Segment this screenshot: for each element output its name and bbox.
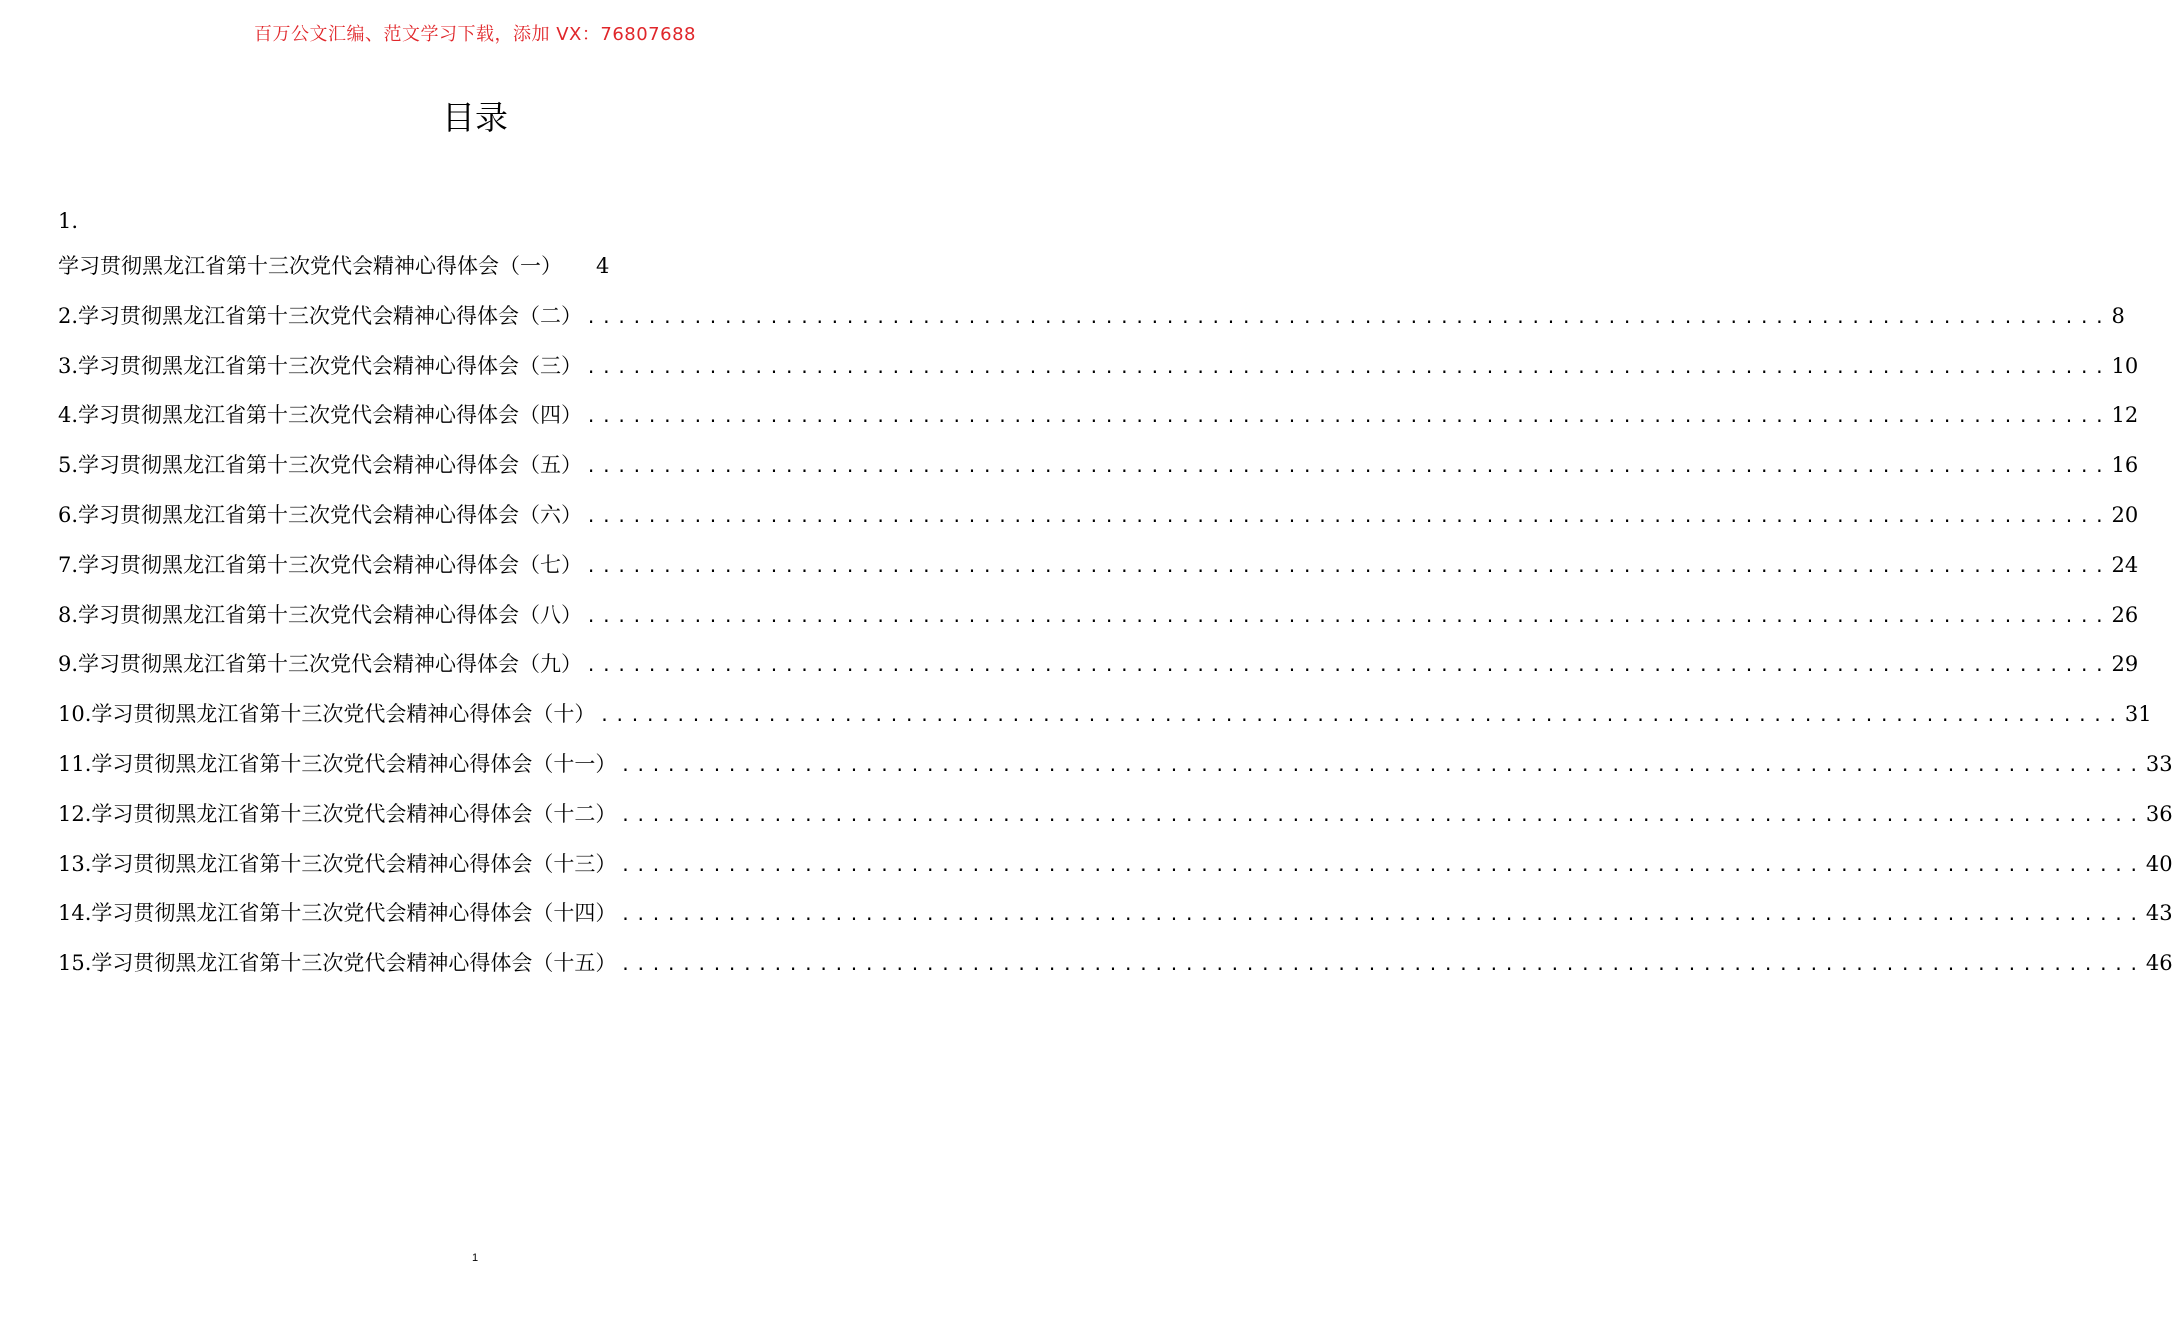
- toc-entry-number: 15.: [58, 951, 92, 976]
- toc-entry[interactable]: [58, 491, 2139, 541]
- toc-entry-number: 6.: [58, 502, 79, 527]
- toc-entry[interactable]: [58, 939, 2173, 989]
- toc-entry[interactable]: [58, 342, 2139, 392]
- toc-dot-leader: ....................................................................................................: [599, 706, 2123, 727]
- toc-entry-title: 学习贯彻黑龙江省第十三次党代会精神心得体会（十四）: [91, 901, 617, 926]
- toc-entry-page: 33: [2145, 751, 2173, 776]
- toc-entry-page: 40: [2145, 851, 2173, 876]
- toc-dot-leader: ....................................................................................................: [586, 357, 2110, 378]
- toc-entry-title: 学习贯彻黑龙江省第十三次党代会精神心得体会（十五）: [91, 951, 617, 976]
- page-number: 1: [471, 1252, 479, 1264]
- page-title: 目录: [442, 98, 508, 137]
- toc-entry-title: 学习贯彻黑龙江省第十三次党代会精神心得体会（十一）: [91, 751, 617, 776]
- toc-dot-leader: ....................................................................................................: [586, 556, 2110, 577]
- toc-entry-title: 学习贯彻黑龙江省第十三次党代会精神心得体会（十）: [91, 702, 596, 727]
- toc-dot-leader: ....................................................................................................: [586, 656, 2110, 677]
- toc-entry[interactable]: [58, 640, 2139, 690]
- toc-entry-number: 2.: [58, 303, 79, 328]
- toc-entry[interactable]: [58, 889, 2173, 939]
- toc-entry[interactable]: [58, 391, 2139, 441]
- toc-entry-page: 26: [2111, 602, 2139, 627]
- toc-entry-number: 4.: [58, 403, 79, 428]
- toc-entry-page: 24: [2111, 552, 2139, 577]
- toc-entry[interactable]: [58, 541, 2139, 591]
- toc-entry-title: 学习贯彻黑龙江省第十三次党代会精神心得体会（三）: [78, 353, 583, 378]
- toc-entry-page: 31: [2124, 702, 2152, 727]
- toc-entry-number: 9.: [58, 652, 79, 677]
- toc-entry[interactable]: [58, 591, 2139, 641]
- toc-dot-leader: ....................................................................................................: [620, 755, 2144, 776]
- toc-entry[interactable]: [58, 740, 2173, 790]
- toc-first-entry-number: 1.: [58, 209, 79, 233]
- toc-dot-leader: ....................................................................................................: [586, 506, 2110, 527]
- toc-entry-number: 5.: [58, 453, 79, 478]
- toc-entry-page: 29: [2111, 652, 2139, 677]
- toc-entry[interactable]: [58, 292, 2125, 342]
- toc-entry-page: 36: [2145, 801, 2173, 826]
- toc-entry[interactable]: [58, 441, 2139, 491]
- toc-entry-number: 8.: [58, 602, 79, 627]
- toc-entry-title: 学习贯彻黑龙江省第十三次党代会精神心得体会（四）: [78, 403, 583, 428]
- toc-entry[interactable]: [58, 690, 2152, 740]
- toc-entry-number: 7.: [58, 552, 79, 577]
- toc-entry[interactable]: [58, 790, 2173, 840]
- toc-entry-page: 4: [596, 254, 610, 278]
- toc-entry-page: 12: [2111, 403, 2139, 428]
- table-of-contents: [58, 200, 2173, 989]
- toc-dot-leader: ....................................................................................................: [620, 905, 2144, 926]
- toc-entry-title: 学习贯彻黑龙江省第十三次党代会精神心得体会（一）: [58, 254, 562, 278]
- toc-entry-page: 46: [2145, 951, 2173, 976]
- toc-entry-title: 学习贯彻黑龙江省第十三次党代会精神心得体会（十二）: [91, 801, 617, 826]
- toc-entry-page: 10: [2111, 353, 2139, 378]
- toc-dot-leader: ....................................................................................................: [620, 855, 2144, 876]
- toc-entry-title: 学习贯彻黑龙江省第十三次党代会精神心得体会（十三）: [91, 851, 617, 876]
- toc-dot-leader: ....................................................................................................: [586, 307, 2110, 328]
- toc-dot-leader: ....................................................................................................: [586, 407, 2110, 428]
- toc-entry-page: 8: [2111, 303, 2125, 328]
- toc-dot-leader: ....................................................................................................: [620, 805, 2144, 826]
- header-watermark-note: 百万公文汇编、范文学习下载，添加 VX：76807688: [254, 24, 696, 45]
- toc-dot-leader: ....................................................................................................: [620, 955, 2144, 976]
- toc-entry-title: 学习贯彻黑龙江省第十三次党代会精神心得体会（八）: [78, 602, 583, 627]
- toc-entry-title: 学习贯彻黑龙江省第十三次党代会精神心得体会（九）: [78, 652, 583, 677]
- toc-entry-title: 学习贯彻黑龙江省第十三次党代会精神心得体会（六）: [78, 502, 583, 527]
- toc-entry-page: 43: [2145, 901, 2173, 926]
- toc-entry[interactable]: [58, 840, 2173, 890]
- toc-entry-number: 10.: [58, 702, 92, 727]
- toc-dot-leader: ....................................................................................................: [586, 457, 2110, 478]
- toc-entry-title: 学习贯彻黑龙江省第十三次党代会精神心得体会（五）: [78, 453, 583, 478]
- toc-entry-number: 11.: [58, 751, 92, 776]
- toc-entry[interactable]: [58, 242, 892, 292]
- toc-entry-number: 3.: [58, 353, 79, 378]
- toc-entry-page: 20: [2111, 502, 2139, 527]
- toc-dot-leader: ....................................................................................................: [586, 606, 2110, 627]
- toc-entry-number: 13.: [58, 851, 92, 876]
- toc-entry-number: 14.: [58, 901, 92, 926]
- toc-entry-page: 16: [2111, 453, 2139, 478]
- toc-entry-title: 学习贯彻黑龙江省第十三次党代会精神心得体会（七）: [78, 552, 583, 577]
- toc-entry-title: 学习贯彻黑龙江省第十三次党代会精神心得体会（二）: [78, 303, 583, 328]
- toc-entry-number: 12.: [58, 801, 92, 826]
